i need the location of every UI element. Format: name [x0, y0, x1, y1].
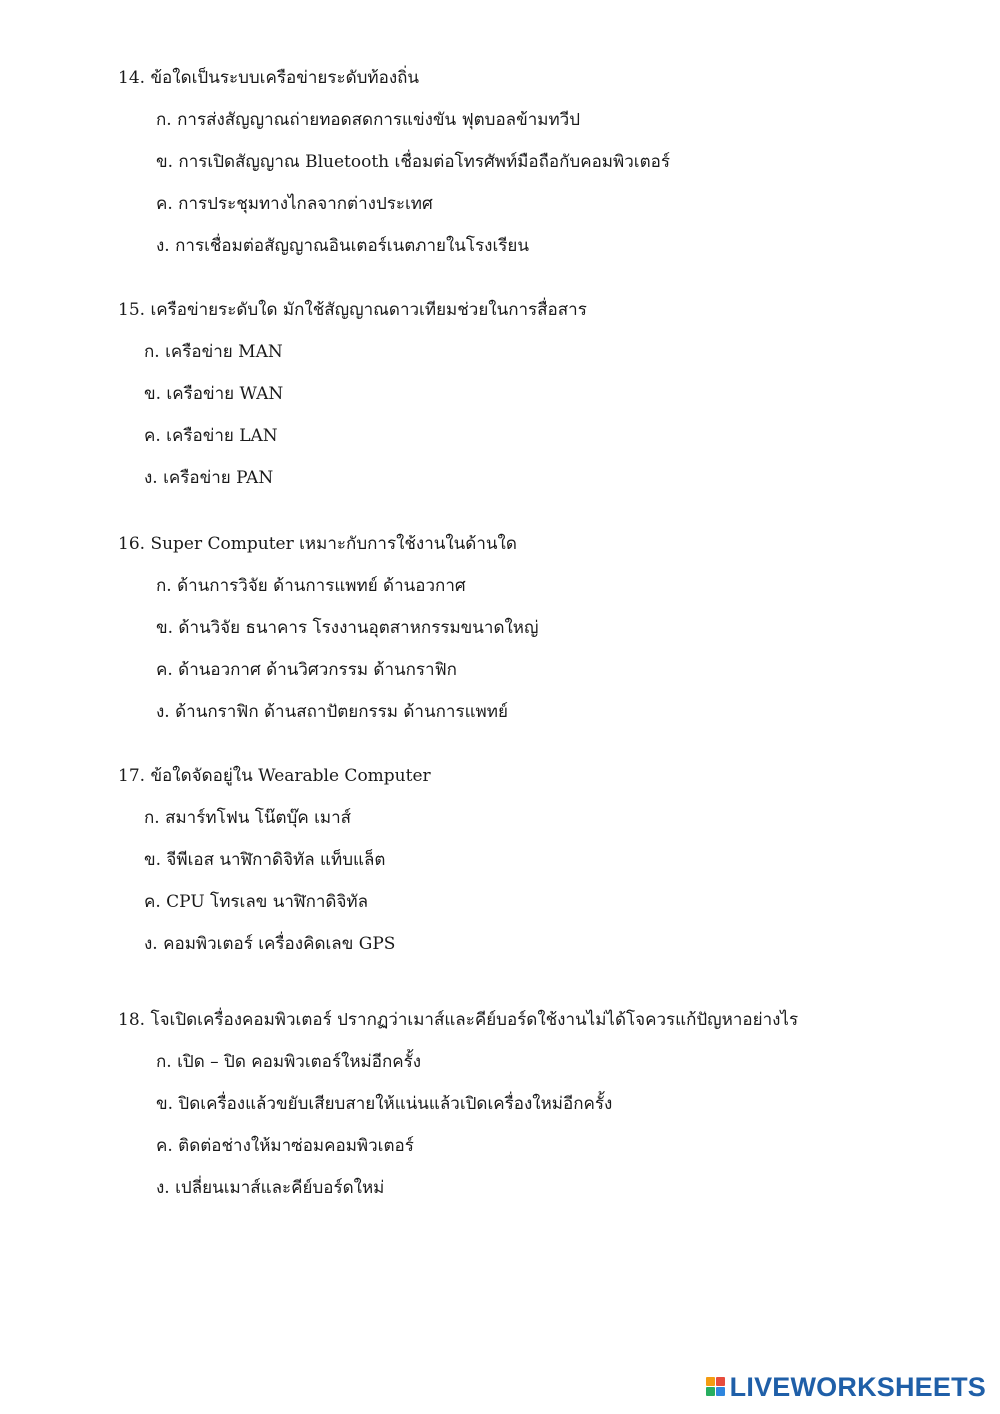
question-17-choice-b[interactable]: ข. จีพีเอส นาฬิกาดิจิทัล แท็บแล็ต	[144, 850, 386, 870]
question-14-choice-d[interactable]: ง. การเชื่อมต่อสัญญาณอินเตอร์เนตภายในโรงเรียน	[156, 236, 529, 256]
question-15-choice-c[interactable]: ค. เครือข่าย LAN	[144, 426, 278, 446]
question-17-text: 17. ข้อใดจัดอยู่ใน Wearable Computer	[118, 766, 431, 786]
logo-tile-1	[706, 1377, 715, 1386]
question-14	[118, 66, 938, 276]
question-16-text: 16. Super Computer เหมาะกับการใช้งานในด้านใด	[118, 534, 517, 554]
question-15-text: 15. เครือข่ายระดับใด มักใช้สัญญาณดาวเทียมช่วยในการสื่อสาร	[118, 300, 587, 320]
question-17	[118, 764, 938, 974]
logo-tile-3	[706, 1387, 715, 1396]
question-17-choice-c[interactable]: ค. CPU โทรเลข นาฬิกาดิจิทัล	[144, 892, 369, 912]
question-18-choices	[118, 1050, 938, 1200]
question-18-choice-c[interactable]: ค. ติดต่อช่างให้มาซ่อมคอมพิวเตอร์	[156, 1136, 414, 1156]
question-15-choice-a[interactable]: ก. เครือข่าย MAN	[144, 342, 283, 362]
question-17-choice-a[interactable]: ก. สมาร์ทโฟน โน๊ตบุ๊ค เมาส์	[144, 808, 352, 828]
question-14-choice-a[interactable]: ก. การส่งสัญญาณถ่ายทอดสดการแข่งขัน ฟุตบอลข้ามทวีป	[156, 110, 580, 130]
liveworksheets-brand[interactable]	[706, 1370, 986, 1404]
question-14-choice-c[interactable]: ค. การประชุมทางไกลจากต่างประเทศ	[156, 194, 433, 214]
question-18	[118, 1008, 938, 1218]
question-18-text: 18. โจเปิดเครื่องคอมพิวเตอร์ ปรากฏว่าเมาส์และคีย์บอร์ดใช้งานไม่ได้โจควรแก้ปัญหาอย่างไร	[118, 1010, 799, 1030]
question-15-choice-d[interactable]: ง. เครือข่าย PAN	[144, 468, 274, 488]
question-15-choices	[118, 340, 938, 490]
question-16-choice-a[interactable]: ก. ด้านการวิจัย ด้านการแพทย์ ด้านอวกาศ	[156, 576, 466, 596]
question-16-choice-b[interactable]: ข. ด้านวิจัย ธนาคาร โรงงานอุตสาหกรรมขนาดใหญ่	[156, 618, 539, 638]
question-17-choices	[118, 806, 938, 956]
question-18-choice-d[interactable]: ง. เปลี่ยนเมาส์และคีย์บอร์ดใหม่	[156, 1178, 385, 1198]
logo-tile-2	[716, 1377, 725, 1386]
question-14-choices	[118, 108, 938, 258]
liveworksheets-logo-icon	[706, 1377, 726, 1397]
question-16-choice-c[interactable]: ค. ด้านอวกาศ ด้านวิศวกรรม ด้านกราฟิก	[156, 660, 457, 680]
question-18-choice-a[interactable]: ก. เปิด – ปิด คอมพิวเตอร์ใหม่อีกครั้ง	[156, 1052, 422, 1072]
question-14-text: 14. ข้อใดเป็นระบบเครือข่ายระดับท้องถิ่น	[118, 68, 420, 88]
question-14-choice-b[interactable]: ข. การเปิดสัญญาณ Bluetooth เชื่อมต่อโทรศัพท์มือถือกับคอมพิวเตอร์	[156, 152, 670, 172]
question-15-choice-b[interactable]: ข. เครือข่าย WAN	[144, 384, 284, 404]
question-16	[118, 532, 938, 742]
logo-tile-4	[716, 1387, 725, 1396]
question-16-choices	[118, 574, 938, 724]
liveworksheets-wordmark: LIVEWORKSHEETS	[729, 1372, 986, 1402]
question-17-choice-d[interactable]: ง. คอมพิวเตอร์ เครื่องคิดเลข GPS	[144, 934, 396, 954]
question-15	[118, 298, 938, 508]
question-18-choice-b[interactable]: ข. ปิดเครื่องแล้วขยับเสียบสายให้แน่นแล้วเปิดเครื่องใหม่อีกครั้ง	[156, 1094, 613, 1114]
question-16-choice-d[interactable]: ง. ด้านกราฟิก ด้านสถาปัตยกรรม ด้านการแพทย์	[156, 702, 508, 722]
